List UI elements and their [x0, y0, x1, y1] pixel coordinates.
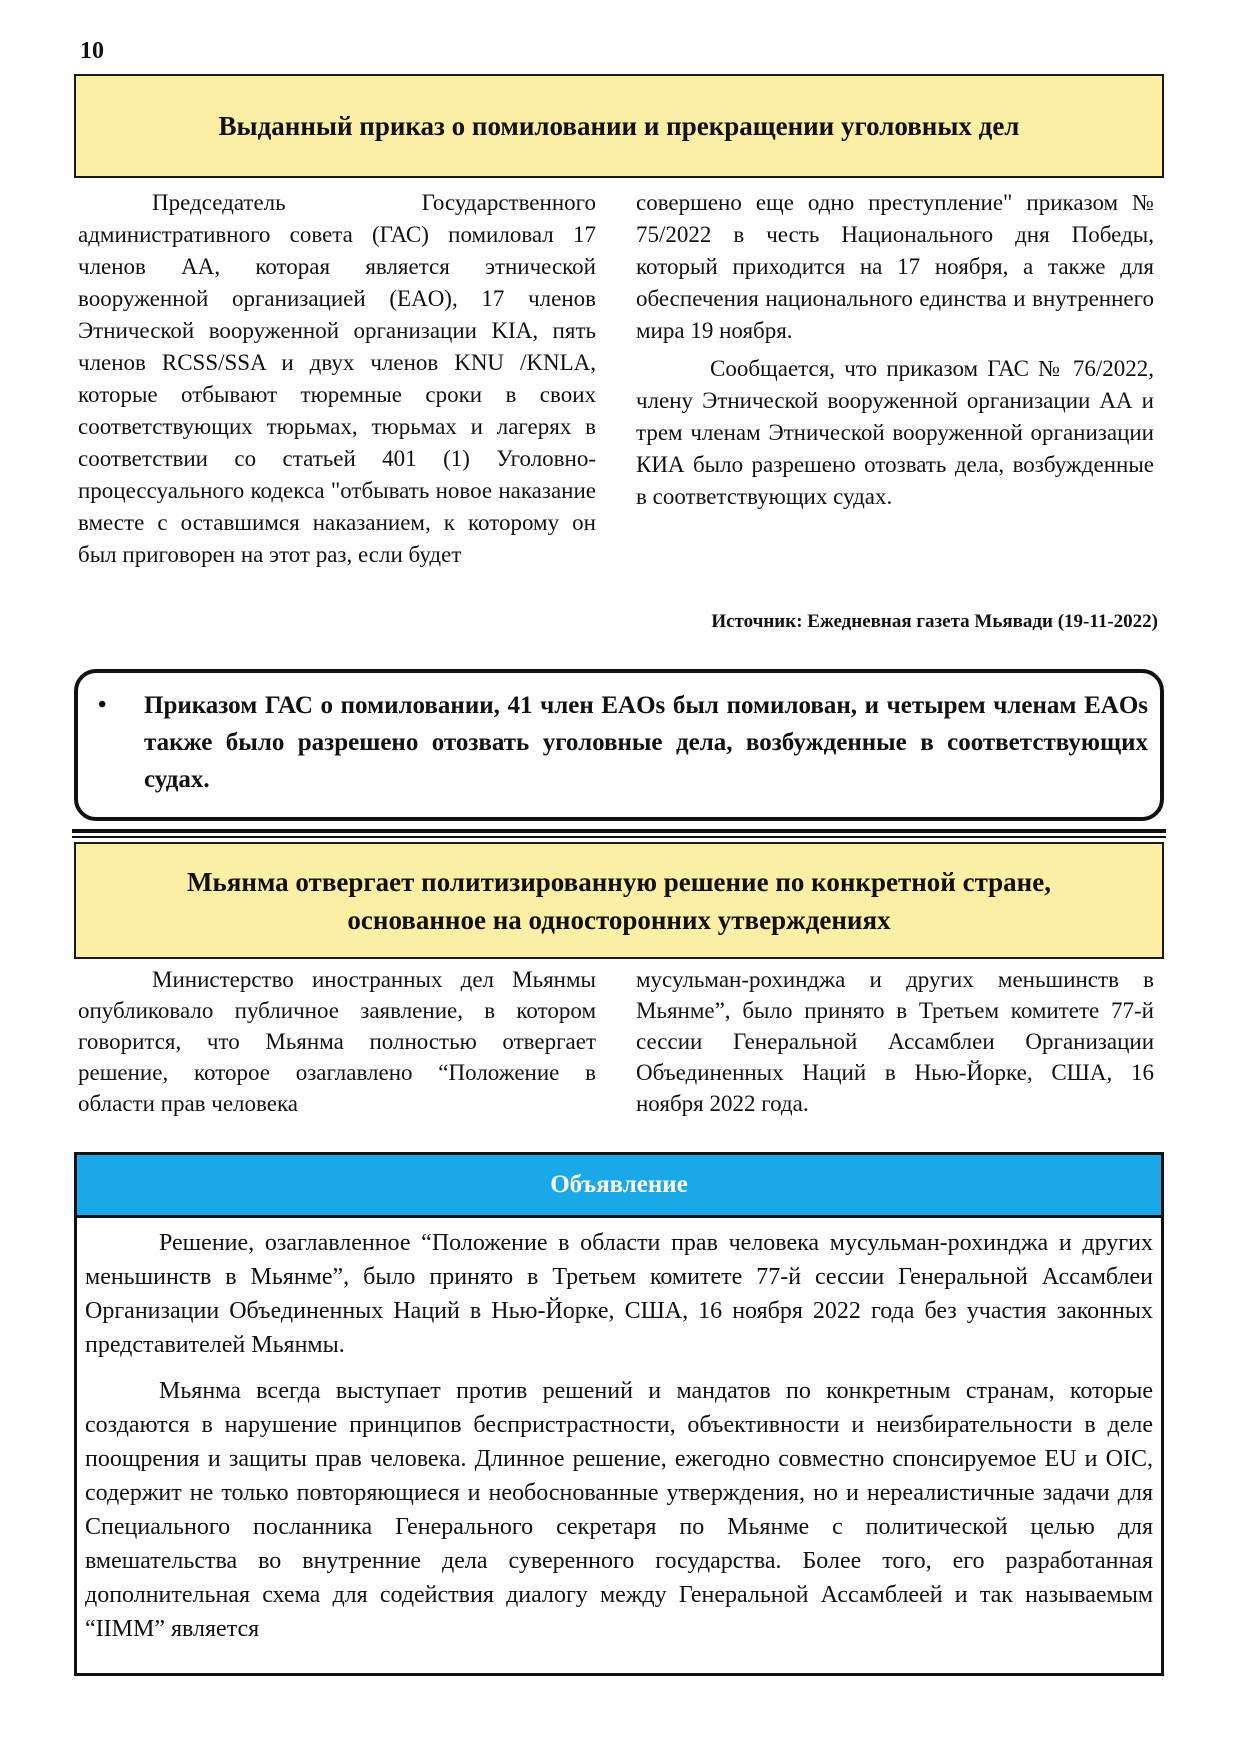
article1-source: Источник: Ежедневная газета Мьявади (19-11-2022): [711, 611, 1158, 632]
announcement-paragraph-2: Мьянма всегда выступает против решений и мандатов по конкретным странам, которые создаются в нарушение принципов беспристрастности, объективности и неизбирательности в деле поощрения и защиты прав человека. Длинное решение, ежегодно совместно спонсируемое EU и OIC, содержит не только повторяющиеся и необоснованные утверждения, но и нереалистичные задачи для Специального посланника Генерального секретаря по Мьянме с политической целью для вмешательства во внутренние дела суверенного государства. Более того, его разработанная дополнительная схема для содействия диалогу между Генеральной Ассамблеей и так называемым “IIMM” является: [85, 1378, 1153, 1642]
page-number: 10: [80, 38, 104, 64]
announcement-heading: Объявление: [77, 1155, 1161, 1218]
article1-title: Выданный приказ о помиловании и прекращении уголовных дел: [74, 74, 1164, 178]
article2-column-left: [78, 964, 596, 1119]
article1-paragraph-1-continued: совершено еще одно преступление" приказом № 75/2022 в честь Национального дня Победы, который приходится на 17 ноября, а также для обеспечения национального единства и внутреннего мира 19 ноября.: [636, 190, 1154, 343]
article1-paragraph-1: Председатель Государственного административного совета (ГАС) помиловал 17 членов AA, которая является этнической вооруженной организацией (EAO), 17 членов Этнической вооруженной организации KIA, пять членов RCSS/SSA и двух членов KNU /KNLA, которые отбывают тюремные сроки в своих соответствующих тюрьмах, тюрьмах и лагерях в соответствии со статьей 401 (1) Уголовно-процессуального кодекса "отбывать новое наказание вместе с оставшимся наказанием, к которому он был приговорен на этот раз, если будет: [78, 190, 596, 567]
article2-title-line-2: основанное на односторонних утверждениях: [347, 904, 891, 935]
announcement-body: [77, 1218, 1161, 1646]
announcement-paragraph-1: Решение, озаглавленное “Положение в области прав человека мусульман-рохинджа и других меньшинств в Мьянме”, было принято в Третьем комитете 77-й сессии Генеральной Ассамблеи Организации Объединенных Наций в Нью-Йорке, США, 16 ноября 2022 года без участия законных представителей Мьянмы.: [85, 1230, 1153, 1358]
article1-column-left: [78, 187, 596, 571]
article2-paragraph-1: Министерство иностранных дел Мьянмы опубликовало публичное заявление, в котором говорится, что Мьянма полностью отвергает решение, которое озаглавлено “Положение в области прав человека: [78, 967, 596, 1116]
announcement-box: [74, 1152, 1164, 1676]
divider-thin: [72, 836, 1166, 838]
article2-title: [74, 842, 1164, 959]
article1-paragraph-2: Сообщается, что приказом ГАС № 76/2022, члену Этнической вооруженной организации АА и трем членам Этнической вооруженной организации КИА было разрешено отозвать дела, возбужденные в соответствующих судах.: [636, 356, 1154, 509]
summary-callout: [74, 669, 1164, 821]
article2-paragraph-1-continued: мусульман-рохинджа и других меньшинств в Мьянме”, было принято в Третьем комитете 77-й сессии Генеральной Ассамблеи Организации Объединенных Наций в Нью-Йорке, США, 16 ноября 2022 года.: [636, 967, 1154, 1116]
divider-thick: [72, 829, 1166, 833]
callout-text: Приказом ГАС о помиловании, 41 член EAOs был помилован, и четырем членам EAOs также было разрешено отозвать уголовные дела, возбужденные в соответствующих судах.: [144, 692, 1148, 793]
article2-title-line-1: Мьянма отвергает политизированную решение по конкретной стране,: [187, 866, 1051, 897]
article1-column-right: [636, 187, 1154, 513]
article2-column-right: [636, 964, 1154, 1119]
bullet-icon: •: [98, 692, 107, 718]
